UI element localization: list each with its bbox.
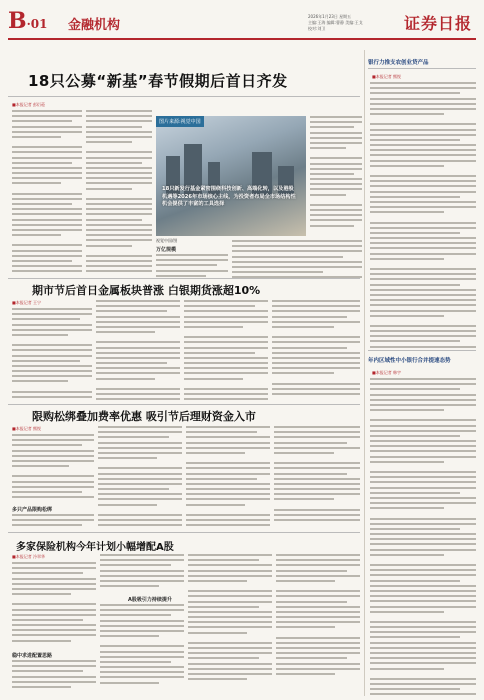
photo-callout: 18只新发行基金紧密围绕科技创新、高端化转，以及港股机遇等2026年市场核心主线，为投资者布局全市场结构性机会提供了丰富的工具选择 xyxy=(162,186,296,207)
story3-byline: ■本报记者 熊悦 xyxy=(12,426,42,431)
divider xyxy=(8,96,360,97)
main-photo xyxy=(156,116,306,236)
story2-col4 xyxy=(272,300,360,404)
masthead xyxy=(8,6,476,40)
story2-col2 xyxy=(96,300,180,404)
story4-subhead2: 稳中求进配置思路 xyxy=(12,653,53,659)
main-body-col2 xyxy=(86,110,152,280)
section-code: B·01 xyxy=(8,8,48,34)
main-subhead: 万亿规模 xyxy=(156,247,177,253)
divider xyxy=(8,278,360,279)
story4-col1b xyxy=(12,660,96,696)
paper-logo: 证券日报 xyxy=(403,14,472,33)
photo-label: 图片来源:视觉中国 xyxy=(156,116,204,127)
story4-col2b xyxy=(100,604,184,696)
story4-col4 xyxy=(276,554,360,696)
divider xyxy=(8,404,360,405)
right-byline-1: ■本报记者 熊悦 xyxy=(372,74,402,79)
story4-col2 xyxy=(100,554,184,594)
main-body-col1 xyxy=(12,110,82,280)
divider xyxy=(368,68,476,69)
main-headline: 18只公募“新基”春节假期后首日齐发 xyxy=(28,72,288,90)
right-byline-2: ■本报记者 韩宇 xyxy=(372,370,402,375)
story4-col3 xyxy=(188,554,272,696)
story3-col2 xyxy=(98,426,182,532)
masthead-info: 2026年1月23日 星期五 主编:王海 编辑:曹静 美编:王戈 校对:刘卫 xyxy=(308,14,363,31)
story4-byline: ■本报记者 冷翠华 xyxy=(12,554,46,559)
divider xyxy=(368,350,476,351)
story4-col1 xyxy=(12,562,96,652)
column-divider xyxy=(364,50,365,696)
right-body-2 xyxy=(370,378,476,696)
story3-headline: 限购松绑叠加费率优惠 吸引节后理财资金入市 xyxy=(32,410,256,423)
main-body-col4 xyxy=(232,240,362,278)
story3-col1 xyxy=(12,434,94,504)
story2-headline: 期市节后首日金属板块普涨 白银期货涨超10% xyxy=(32,284,261,297)
story3-subhead: 多只产品限购松绑 xyxy=(12,507,53,513)
main-byline: ■本报记者 彭衍菘 xyxy=(12,102,46,107)
right-body-1 xyxy=(370,82,476,350)
story4-headline: 多家保险机构今年计划小幅增配A股 xyxy=(16,542,174,553)
story2-byline: ■本报记者 王宁 xyxy=(12,300,42,305)
story4-subhead: A股吸引力持续提升 xyxy=(128,597,172,603)
right-headline-2: 年内区域性中小银行合并提速态势 xyxy=(368,358,451,364)
story3-col1b xyxy=(12,514,94,532)
story3-col4 xyxy=(274,426,360,532)
story2-col1 xyxy=(12,308,92,404)
divider xyxy=(8,532,360,533)
story3-col3 xyxy=(186,426,270,532)
story2-col3 xyxy=(184,300,268,404)
main-body-col5 xyxy=(310,116,362,236)
main-body-col3 xyxy=(156,254,228,278)
section-name: 金融机构 xyxy=(68,18,121,33)
right-headline-1: 银行力推支农创业贷产品 xyxy=(368,60,429,66)
photo-caption: 视觉中国/图 xyxy=(156,238,178,243)
